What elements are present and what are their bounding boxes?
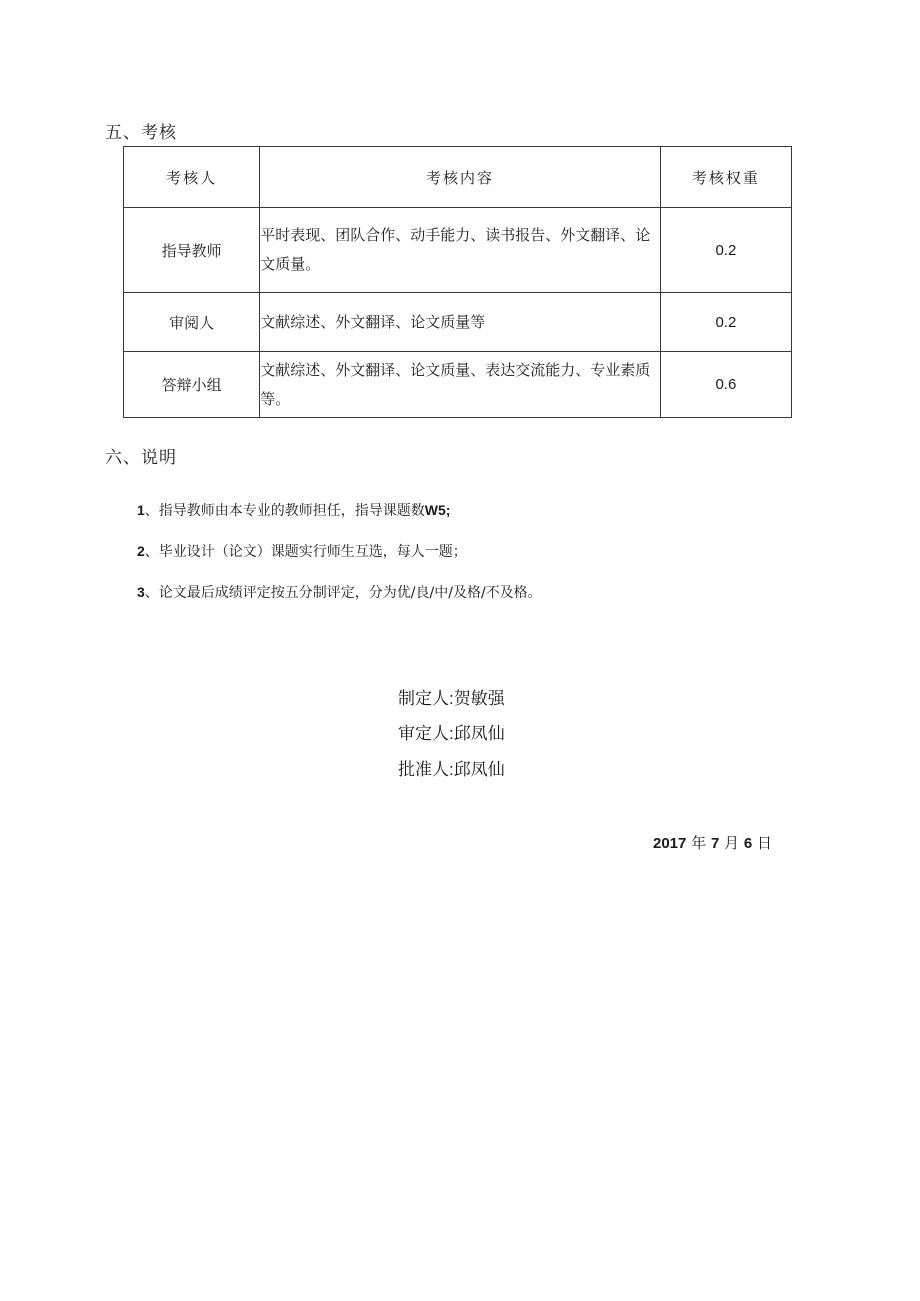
note-number: 1 (137, 502, 145, 518)
table-row (124, 208, 792, 293)
row-assessor: 审阅人 (124, 293, 260, 352)
row-assessor: 指导教师 (124, 208, 260, 293)
row-content: 文献综述、外文翻译、论文质量、表达交流能力、专业素质等。 (260, 352, 661, 418)
date-day: 6 (743, 835, 753, 852)
header-content: 考核内容 (260, 147, 661, 208)
table-row (124, 293, 792, 352)
signature-reviewer (398, 719, 505, 744)
date-month-unit: 月 (724, 834, 740, 852)
section-six-heading: 六、说明 (105, 448, 177, 468)
note-item (137, 541, 467, 561)
row-weight: 0.2 (660, 293, 791, 352)
date-year: 2017 (653, 835, 687, 852)
signature-label: 批准人: (398, 760, 454, 779)
note-number: 2 (137, 543, 145, 559)
table-header-row (124, 147, 792, 208)
signature-drafter (398, 684, 505, 709)
signature-approver (398, 755, 505, 780)
header-weight: 考核权重 (660, 147, 791, 208)
note-text: 、指导教师由本专业的教师担任，指导课题数 (144, 503, 425, 519)
assessment-table (123, 146, 792, 418)
note-item (137, 500, 450, 520)
date-day-unit: 日 (757, 834, 773, 852)
signature-label: 审定人: (398, 724, 454, 743)
signature-name: 邱凤仙 (453, 760, 505, 779)
header-assessor: 考核人 (124, 147, 260, 208)
row-content: 平时表现、团队合作、动手能力、读书报告、外文翻译、论文质量。 (260, 208, 661, 293)
row-weight: 0.6 (660, 352, 791, 418)
signature-name: 贺敏强 (453, 689, 505, 708)
note-text: 、毕业设计（论文）课题实行师生互选，每人一题； (144, 544, 467, 560)
row-assessor: 答辩小组 (124, 352, 260, 418)
table-row (124, 352, 792, 418)
signature-name: 邱凤仙 (453, 724, 505, 743)
note-number: 3 (137, 584, 145, 600)
note-suffix: W5; (424, 502, 451, 518)
row-weight: 0.2 (660, 208, 791, 293)
row-content: 文献综述、外文翻译、论文质量等 (260, 293, 661, 352)
document-date (653, 832, 772, 853)
note-item (137, 582, 542, 602)
signature-label: 制定人: (398, 689, 454, 708)
date-year-unit: 年 (691, 834, 707, 852)
note-text: 、论文最后成绩评定按五分制评定，分为优/良/中/及格/不及格。 (144, 585, 542, 601)
section-five-heading: 五、考核 (105, 123, 177, 143)
date-month: 7 (710, 835, 720, 852)
